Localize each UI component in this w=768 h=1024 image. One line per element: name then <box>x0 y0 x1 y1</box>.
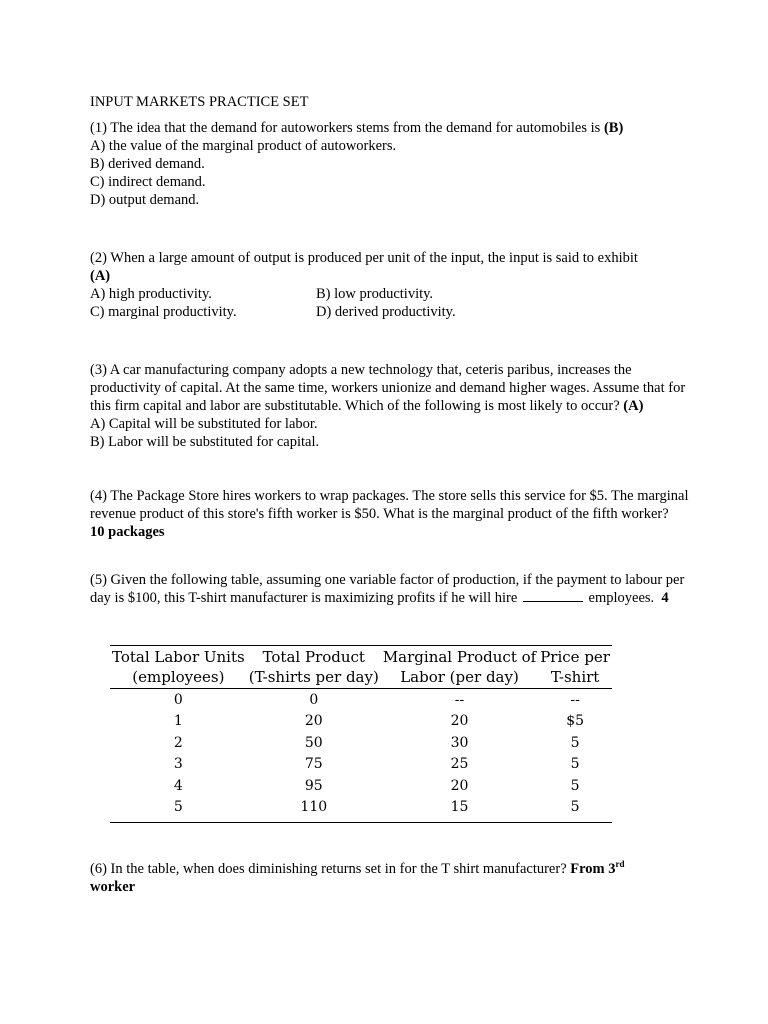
question-6-answer-sup: rd <box>615 859 625 870</box>
table-cell: 20 <box>450 777 469 794</box>
question-6 <box>90 860 690 896</box>
table-row <box>110 797 612 823</box>
table-cell: 5 <box>570 756 580 773</box>
table-cell: 20 <box>304 713 323 730</box>
question-5-stem: (5) Given the following table, assuming one variable factor of production, if the payment to labour per day is $100, this T-shirt manufacturer is maximizing profits if he will hire <box>90 572 685 606</box>
question-6-stem: (6) In the table, when does diminishing returns set in for the T shirt manufacturer? <box>90 861 567 877</box>
answer-blank <box>523 589 583 602</box>
table-cell: 1 <box>173 713 183 730</box>
question-2-option-b: B) low productivity. <box>316 286 434 302</box>
header-labor-units: Total Labor Units <box>110 646 247 668</box>
table-cell: 5 <box>570 777 580 794</box>
table-row <box>110 754 612 776</box>
header-price-sub: T-shirt <box>538 667 612 689</box>
table-cell: 30 <box>450 734 469 751</box>
question-2-option-c: C) marginal productivity. <box>90 304 237 320</box>
question-3-option-a: A) Capital will be substituted for labor. <box>90 416 318 432</box>
table-cell: 20 <box>450 713 469 730</box>
table-cell: 3 <box>173 756 183 773</box>
header-labor-units-sub: (employees) <box>110 667 247 689</box>
table-row <box>110 711 612 733</box>
question-4 <box>90 487 690 541</box>
question-4-answer: 10 packages <box>90 524 165 540</box>
question-5 <box>90 571 690 607</box>
question-5-stem-end: employees. <box>588 590 655 606</box>
header-marginal-product-sub: Labor (per day) <box>381 667 538 689</box>
question-6-answer: From 3 <box>570 861 616 877</box>
header-total-product-sub: (T-shirts per day) <box>247 667 381 689</box>
table-cell: 15 <box>381 797 538 823</box>
question-1-option-a: A) the value of the marginal product of autoworkers. <box>90 138 397 154</box>
question-2-stem: (2) When a large amount of output is produced per unit of the input, the input is said to exhibit <box>90 250 638 266</box>
worksheet <box>90 93 690 607</box>
table-cell: 0 <box>173 691 183 708</box>
table-cell: 75 <box>304 756 323 773</box>
table-cell: -- <box>454 691 465 708</box>
question-1 <box>90 119 690 209</box>
question-4-stem: (4) The Package Store hires workers to wrap packages. The store sells this service for $5. The marginal revenue product of this store's fifth worker is $50. What is the marginal product of the fifth worker? <box>90 488 689 522</box>
question-3-answer: (A) <box>623 398 644 414</box>
question-3 <box>90 361 690 451</box>
question-6-answer-end: worker <box>90 879 136 895</box>
table-row <box>110 689 612 711</box>
table-cell: 50 <box>304 734 323 751</box>
question-3-option-b: B) Labor will be substituted for capital. <box>90 434 320 450</box>
header-price: Price per <box>538 646 612 668</box>
question-1-option-d: D) output demand. <box>90 192 200 208</box>
table-cell: 0 <box>309 691 319 708</box>
table-cell: $5 <box>566 713 585 730</box>
table-cell: 5 <box>570 734 580 751</box>
table-cell: -- <box>570 691 580 708</box>
table-cell: 110 <box>247 797 381 823</box>
question-1-answer: (B) <box>603 120 624 136</box>
question-2-option-a: A) high productivity. <box>90 286 212 302</box>
question-1-stem: (1) The idea that the demand for autoworkers stems from the demand for automobiles is <box>90 120 601 136</box>
question-1-option-b: B) derived demand. <box>90 156 205 172</box>
table-row <box>110 775 612 797</box>
production-table <box>110 645 612 823</box>
question-2 <box>90 249 690 321</box>
table-cell: 95 <box>304 777 323 794</box>
header-marginal-product: Marginal Product of <box>381 646 538 668</box>
question-3-stem: (3) A car manufacturing company adopts a new technology that, ceteris paribus, increases the productivity of capital. At the same time, workers unionize and demand higher wages. Assume that for this firm capital and labor are substitutable. Which of the following is most likely to occur? <box>90 362 686 414</box>
table-cell: 4 <box>173 777 183 794</box>
page-title: INPUT MARKETS PRACTICE SET <box>90 94 309 110</box>
question-2-answer: (A) <box>90 268 111 284</box>
table-cell: 25 <box>450 756 469 773</box>
table-cell: 5 <box>538 797 612 823</box>
table-cell: 5 <box>110 797 247 823</box>
question-5-answer: 4 <box>661 590 669 606</box>
header-total-product: Total Product <box>247 646 381 668</box>
table-cell: 2 <box>173 734 183 751</box>
question-1-option-c: C) indirect demand. <box>90 174 206 190</box>
question-2-option-d: D) derived productivity. <box>316 304 456 320</box>
table-row <box>110 732 612 754</box>
